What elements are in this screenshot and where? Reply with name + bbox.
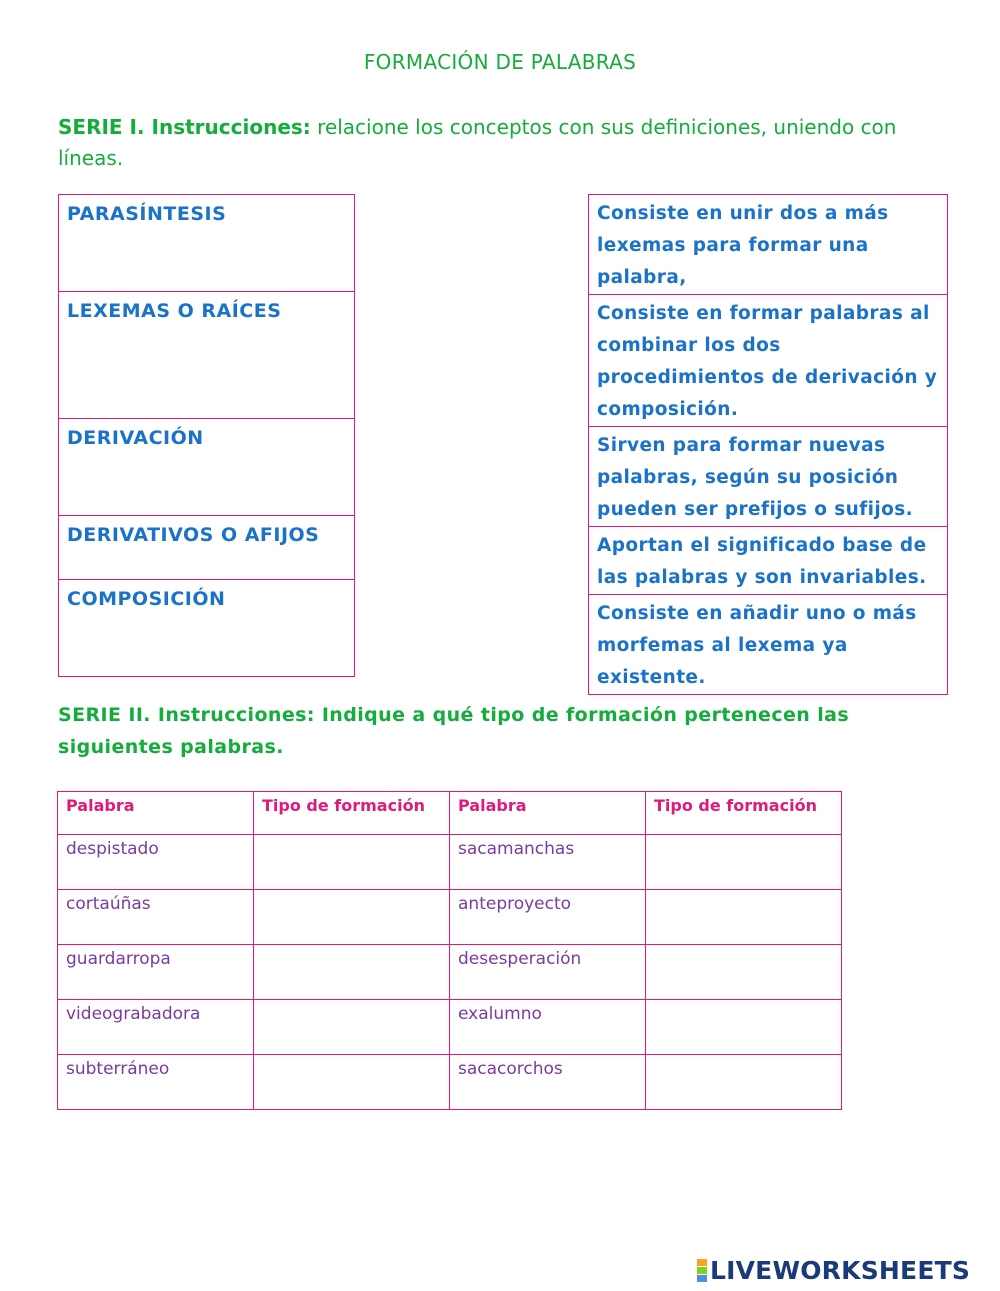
word-cell: anteproyecto (450, 890, 646, 945)
serie-1-text: relacione los conceptos con sus definiciones, uniendo con líneas. (58, 115, 897, 170)
table-row (58, 1055, 842, 1110)
concept-cell[interactable]: DERIVATIVOS O AFIJOS (59, 516, 355, 580)
answer-field[interactable] (646, 835, 842, 890)
answer-field[interactable] (254, 835, 450, 890)
definition-cell[interactable]: Consiste en formar palabras al combinar los dos procedimientos de derivación y composición. (589, 295, 948, 427)
header-tipo: Tipo de formación (646, 792, 842, 835)
words-table (57, 791, 842, 1110)
header-tipo: Tipo de formación (254, 792, 450, 835)
concept-cell[interactable]: LEXEMAS O RAÍCES (59, 292, 355, 419)
definition-cell[interactable]: Consiste en unir dos a más lexemas para formar una palabra, (589, 195, 948, 295)
liveworksheets-logo[interactable] (697, 1252, 970, 1288)
table-header-row (58, 792, 842, 835)
concept-cell[interactable]: COMPOSICIÓN (59, 580, 355, 677)
serie-1-label: SERIE I. Instrucciones: (58, 115, 311, 139)
answer-field[interactable] (646, 945, 842, 1000)
answer-field[interactable] (254, 945, 450, 1000)
answer-field[interactable] (646, 890, 842, 945)
answer-field[interactable] (254, 890, 450, 945)
word-cell: sacamanchas (450, 835, 646, 890)
page-title: FORMACIÓN DE PALABRAS (363, 50, 637, 74)
table-row (58, 890, 842, 945)
serie-2-instructions: SERIE II. Instrucciones: Indique a qué tipo de formación pertenecen las siguientes palabras. (58, 704, 850, 758)
serie-1-instructions (58, 112, 958, 174)
answer-field[interactable] (254, 1055, 450, 1110)
word-cell: desesperación (450, 945, 646, 1000)
definition-cell[interactable]: Aportan el significado base de las palabras y son invariables. (589, 527, 948, 595)
word-cell: videograbadora (58, 1000, 254, 1055)
word-cell: cortaúñas (58, 890, 254, 945)
concepts-column (58, 194, 355, 677)
definition-cell[interactable]: Consiste en añadir uno o más morfemas al lexema ya existente. (589, 595, 948, 695)
logo-text: LIVEWORKSHEETS (710, 1255, 971, 1285)
word-cell: despistado (58, 835, 254, 890)
header-palabra: Palabra (58, 792, 254, 835)
definitions-column (588, 194, 948, 695)
definition-cell[interactable]: Sirven para formar nuevas palabras, según su posición pueden ser prefijos o sufijos. (589, 427, 948, 527)
answer-field[interactable] (646, 1000, 842, 1055)
table-row (58, 945, 842, 1000)
table-row (58, 1000, 842, 1055)
concept-cell[interactable]: DERIVACIÓN (59, 419, 355, 516)
word-cell: sacacorchos (450, 1055, 646, 1110)
answer-field[interactable] (254, 1000, 450, 1055)
header-palabra: Palabra (450, 792, 646, 835)
liveworksheets-logo-icon (697, 1259, 707, 1282)
word-cell: guardarropa (58, 945, 254, 1000)
answer-field[interactable] (646, 1055, 842, 1110)
concept-cell[interactable]: PARASÍNTESIS (59, 195, 355, 292)
word-cell: exalumno (450, 1000, 646, 1055)
word-cell: subterráneo (58, 1055, 254, 1110)
table-row (58, 835, 842, 890)
